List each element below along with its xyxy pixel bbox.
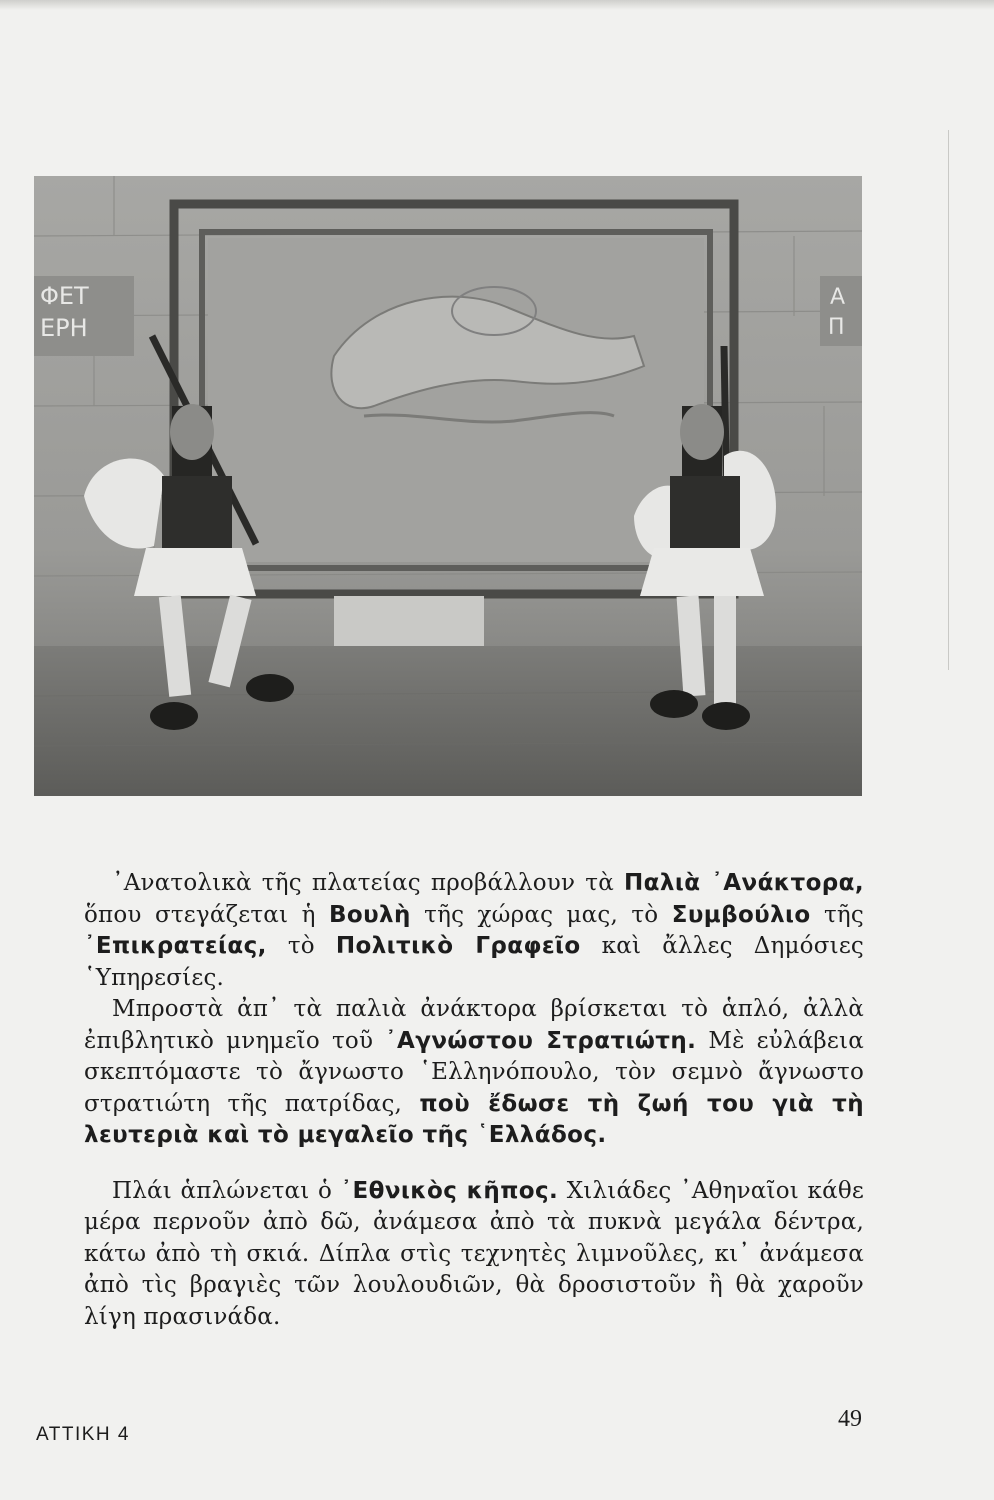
paragraph-unknown-soldier <box>84 994 864 1152</box>
paragraph-old-palace <box>84 868 864 994</box>
wall-sign-right-line2: Π <box>828 315 845 340</box>
text-run: ᾽Ανατολικὰ τῆς πλατείας προβάλλουν τὰ <box>112 870 625 896</box>
bold-run: ᾽Επικρατείας, <box>84 933 267 959</box>
text-run: τὸ <box>266 933 336 959</box>
text-run: Πλάι ἁπλώνεται ὁ <box>112 1177 341 1204</box>
bold-run: ᾽Εθνικὸς κῆπος. <box>340 1177 559 1204</box>
evzones-guard-photo-icon <box>34 176 862 796</box>
wall-sign-right-line1: Α <box>830 285 846 310</box>
body-text <box>84 868 864 1333</box>
bold-run: ποὺ ἔδωσε τὴ ζωή του γιὰ τὴ λευτεριὰ καὶ τὸ μεγαλεῖο τῆς ῾Ελλάδος. <box>84 1090 864 1148</box>
bold-run: Συμβούλιο <box>671 901 811 928</box>
bold-run: Βουλὴ <box>328 901 411 928</box>
text-run: Μπροστὰ ἀπ᾽ τὰ παλιὰ ἀνάκτορα βρίσκεται τὸ ἁπλό, ἀλλὰ ἐπιβλητικὸ μνημεῖο τοῦ <box>84 996 864 1054</box>
text-run: τῆς χώρας μας, τὸ <box>410 901 672 928</box>
wall-sign-left-line1: ΦΕΤ <box>40 282 89 310</box>
evzones-guard-photo <box>34 176 862 796</box>
text-run: καὶ ἄλλες Δημόσιες ῾Υπηρεσίες. <box>84 933 865 991</box>
text-run: τῆς <box>810 901 864 928</box>
bold-run: ᾽Αγνώστου Στρατιώτη. <box>385 1027 697 1054</box>
footer-section-label: ΑΤΤΙΚΗ 4 <box>36 1424 130 1445</box>
bold-run: Πολιτικὸ Γραφεῖο <box>335 933 581 959</box>
paragraph-national-garden <box>84 1176 864 1334</box>
text-run: Χιλιάδες ᾽Αθηναῖοι κάθε μέρα περνοῦν ἀπὸ δῶ, ἀνάμεσα ἀπὸ τὰ πυκνὰ μεγάλα δέντρα, κάτω ἀπὸ τὴ σκιά. Δίπλα στὶς τεχνητὲς λιμνοῦλες, κι᾽ ἀνάμεσα ἀπὸ τὶς βραγιὲς τῶν λουλουδιῶν, θὰ δροσιστοῦν ἢ θὰ χαροῦν λίγη πρασινάδα. <box>84 1177 864 1330</box>
bold-run: Παλιὰ ᾽Ανάκτορα, <box>624 870 864 896</box>
page-number: 49 <box>838 1406 862 1432</box>
page-edge-shadow <box>0 0 994 10</box>
wall-sign-left-line2: ΕΡΗ <box>40 314 88 342</box>
margin-crease <box>948 130 949 670</box>
text-run: Μὲ εὐλάβεια σκεπτόμαστε τὸ ἄγνωστο ῾Ελληνόπουλο, τὸν σεμνὸ ἄγνωστο στρατιώτη τῆς πατρίδας, <box>84 1027 864 1117</box>
text-run: ὅπου στεγάζεται ἡ <box>84 901 329 928</box>
